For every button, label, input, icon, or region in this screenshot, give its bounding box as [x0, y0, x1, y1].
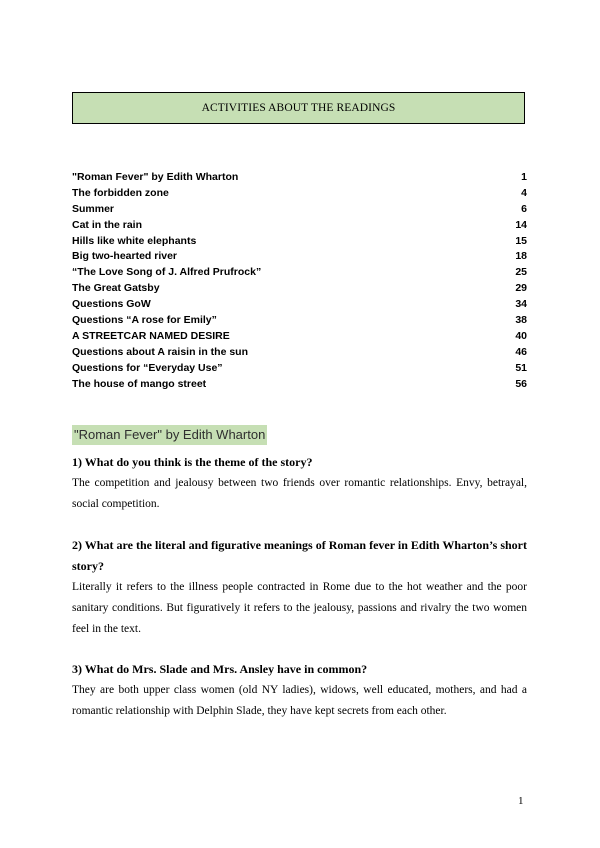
page-number: 1: [518, 795, 524, 807]
toc-entry-page: 40: [515, 329, 527, 342]
toc-entry[interactable]: [72, 281, 527, 297]
section-heading: "Roman Fever" by Edith Wharton: [72, 425, 267, 445]
question-text: 2) What are the literal and figurative meanings of Roman fever in Edith Wharton’s short story?: [72, 538, 527, 573]
toc-entry[interactable]: [72, 377, 527, 393]
answer-text: They are both upper class women (old NY ladies), widows, well educated, mothers, and had a romantic relationship with Delphin Slade, they have kept secrets from each other.: [72, 684, 527, 717]
toc-entry-label: Questions for “Everyday Use”: [72, 361, 223, 374]
question-block: [72, 452, 527, 515]
toc-entry-page: 56: [515, 377, 527, 390]
toc-entry-label: Summer: [72, 202, 115, 215]
toc-entry-page: 29: [515, 282, 527, 295]
answer-text: Literally it refers to the illness people contracted in Rome due to the hot weather and the poor sanitary conditions. But figuratively it refers to the jealousy, passions and rivalry the two women feel in the text.: [72, 581, 527, 635]
toc-entry-page: 34: [515, 298, 527, 311]
toc-entry[interactable]: [72, 202, 527, 218]
toc-entry[interactable]: [72, 170, 527, 186]
document-title-box: [72, 92, 525, 124]
toc-entry-label: Questions GoW: [72, 298, 151, 311]
toc-entry-label: The Great Gatsby: [72, 282, 160, 295]
toc-entry[interactable]: [72, 329, 527, 345]
toc-entry[interactable]: [72, 218, 527, 234]
toc-entry-label: A STREETCAR NAMED DESIRE: [72, 329, 230, 342]
toc-entry[interactable]: [72, 361, 527, 377]
toc-entry[interactable]: [72, 249, 527, 265]
question-text: 1) What do you think is the theme of the story?: [72, 455, 313, 469]
question-text: 3) What do Mrs. Slade and Mrs. Ansley have in common?: [72, 662, 368, 676]
toc-entry-page: 15: [515, 234, 527, 247]
table-of-contents: [72, 170, 527, 392]
toc-entry-page: 6: [521, 202, 527, 215]
toc-entry-label: The forbidden zone: [72, 186, 169, 199]
toc-entry[interactable]: [72, 234, 527, 250]
toc-entry-label: Hills like white elephants: [72, 234, 197, 247]
toc-entry-label: "Roman Fever" by Edith Wharton: [72, 171, 239, 183]
toc-entry[interactable]: [72, 313, 527, 329]
toc-entry[interactable]: [72, 297, 527, 313]
toc-entry-page: 46: [515, 345, 527, 358]
toc-entry-page: 51: [515, 361, 527, 374]
toc-entry-page: 25: [515, 266, 527, 279]
toc-entry-label: “The Love Song of J. Alfred Prufrock”: [72, 266, 262, 279]
toc-entry-label: Questions about A raisin in the sun: [72, 345, 248, 358]
question-block: [72, 535, 527, 640]
toc-entry-page: 4: [521, 186, 527, 199]
document-title: ACTIVITIES ABOUT THE READINGS: [201, 102, 396, 114]
toc-entry-page: 14: [515, 218, 527, 231]
toc-entry[interactable]: [72, 265, 527, 281]
question-block: [72, 659, 527, 722]
toc-entry-label: Questions “A rose for Emily”: [72, 314, 217, 327]
toc-entry-page: 1: [521, 171, 527, 183]
toc-entry-label: Big two-hearted river: [72, 250, 178, 263]
toc-entry[interactable]: [72, 345, 527, 361]
toc-entry-label: Cat in the rain: [72, 218, 143, 231]
toc-entry-page: 38: [515, 314, 527, 327]
toc-entry-label: The house of mango street: [72, 377, 207, 390]
toc-entry-page: 18: [515, 250, 527, 263]
answer-text: The competition and jealousy between two friends over romantic relationships. Envy, betrayal, social competition.: [72, 477, 527, 510]
toc-entry[interactable]: [72, 186, 527, 202]
